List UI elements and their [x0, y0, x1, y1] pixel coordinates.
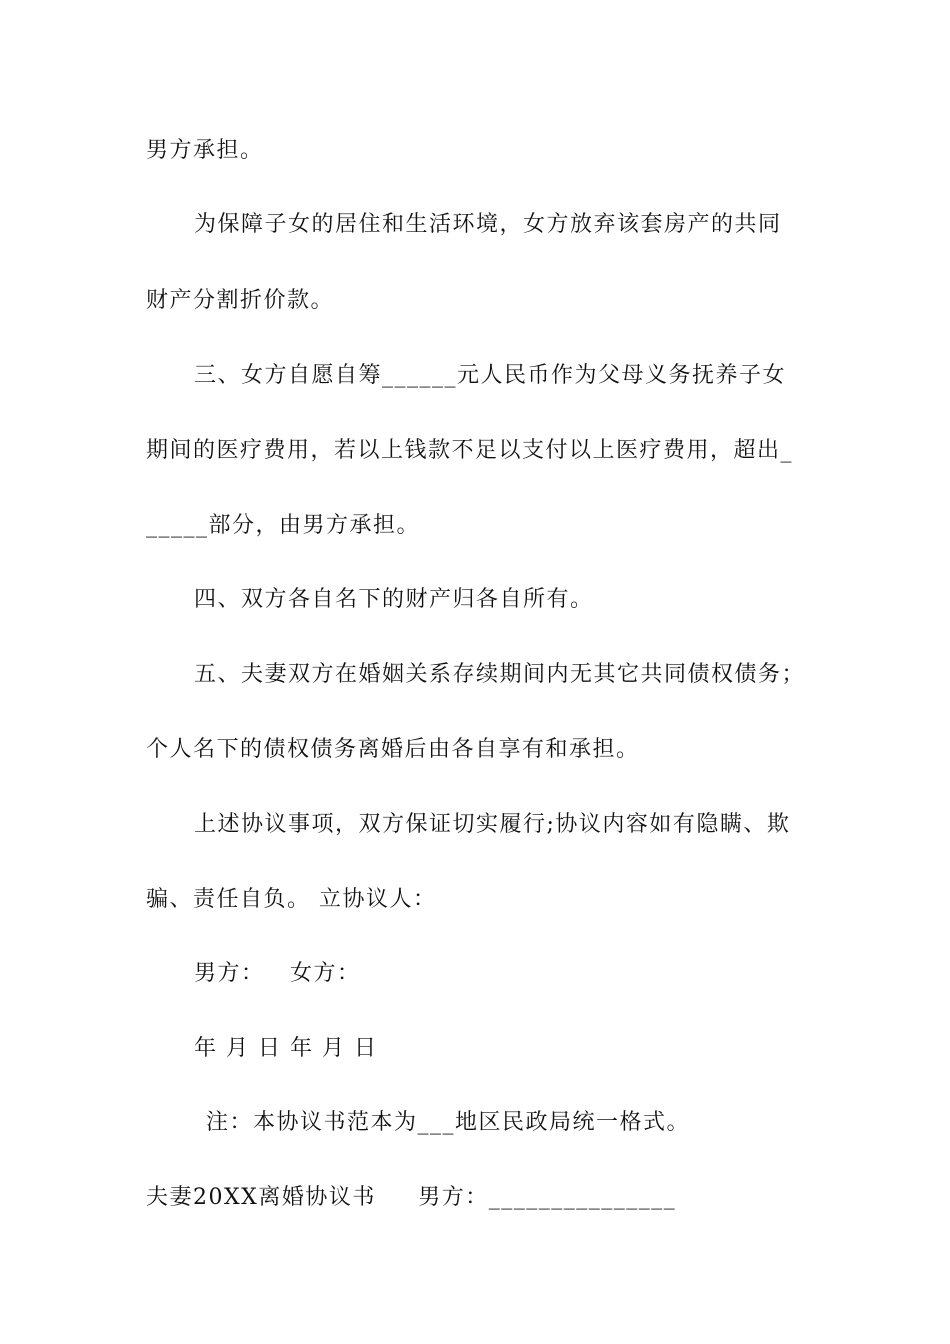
signature-parties-line: 男方： 女方：: [194, 961, 361, 986]
text-line-5: 期间的医疗费用，若以上钱款不足以支付以上医疗费用，超出_: [146, 438, 794, 463]
text-line-6: _____部分，由男方承担。: [146, 513, 421, 538]
next-document-heading-line: 夫妻20XX离婚协议书 男方：_______________: [146, 1185, 677, 1210]
text-line-8: 五、夫妻双方在婚姻关系存续期间内无其它共同债权债务；: [194, 662, 806, 687]
text-line-2: 为保障子女的居住和生活环境，女方放弃该套房产的共同: [194, 212, 782, 237]
text-line-3: 财产分割折价款。: [146, 288, 335, 313]
text-line-4: 三、女方自愿自筹______元人民币作为父母义务抚养子女: [194, 363, 787, 388]
text-line-7: 四、双方各自名下的财产归各自所有。: [194, 587, 594, 612]
note-line: 注：本协议书范本为___地区民政局统一格式。: [206, 1110, 691, 1135]
text-line-10: 上述协议事项，双方保证切实履行;协议内容如有隐瞒、欺: [194, 812, 791, 837]
text-line-9: 个人名下的债权债务离婚后由各自享有和承担。: [146, 737, 640, 762]
text-line-11: 骗、责任自负。 立协议人：: [146, 887, 437, 912]
text-line-1: 男方承担。: [146, 138, 264, 163]
signature-dates-line: 年 月 日 年 月 日: [194, 1036, 378, 1061]
